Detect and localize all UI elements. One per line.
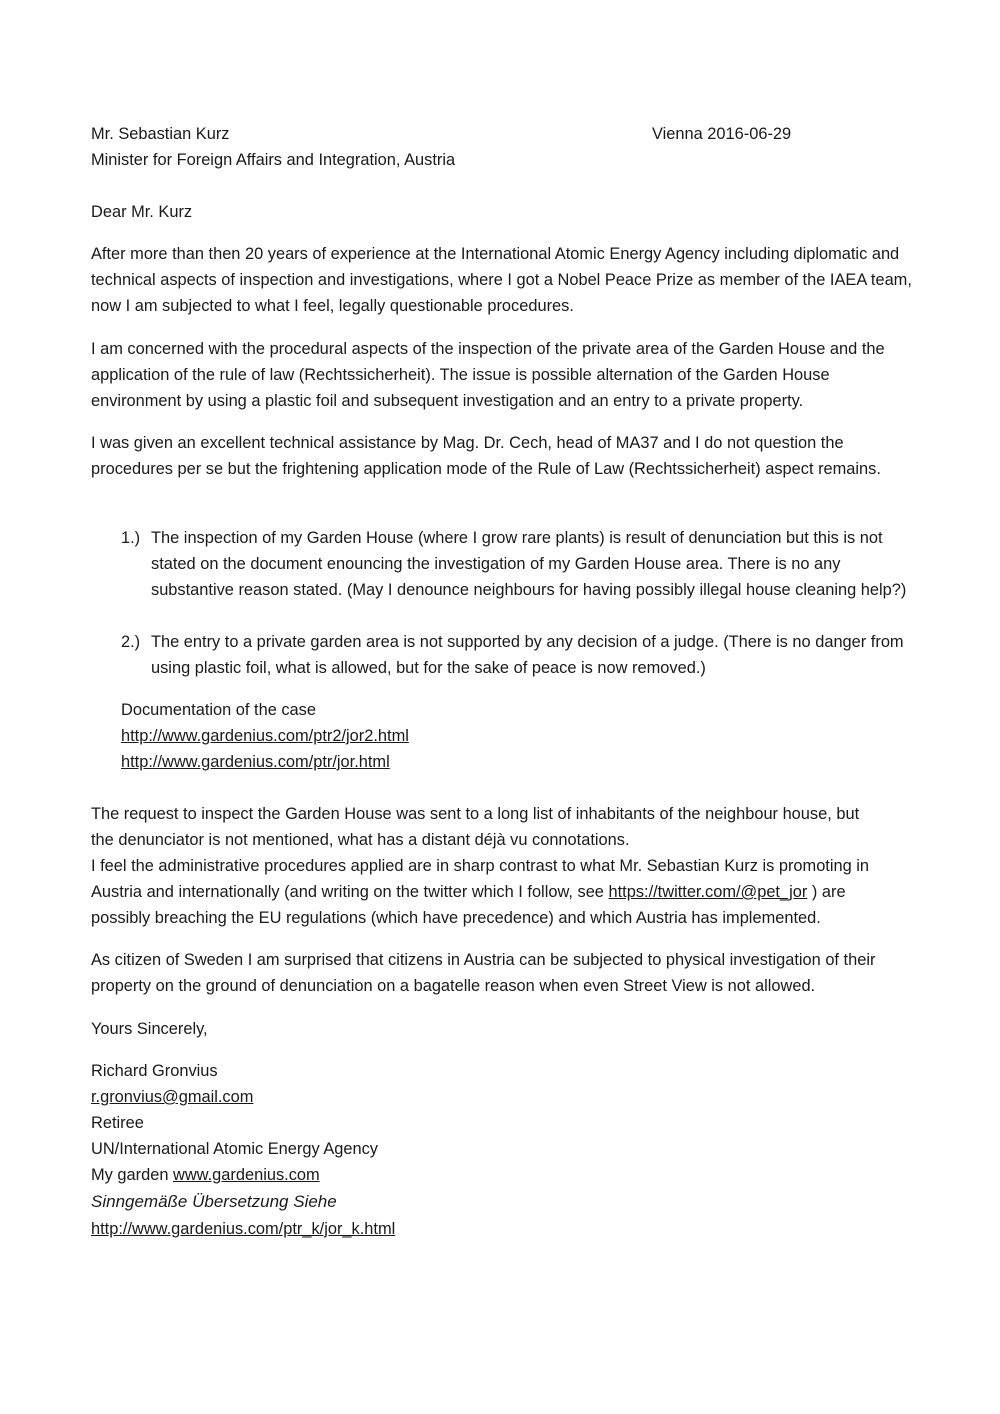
list-item-text: The inspection of my Garden House (where I grow rare plants) is result of denunciation but this is not stated on the document enouncing the investigation of my Garden House area. There is no any substantive reason stated. (May I denounce neighbours for having possibly illegal house cleaning help?) <box>151 529 907 599</box>
procedures-text: Austria and internationally (and writing on the twitter which I follow, see <box>91 883 609 901</box>
procedures-text-end: ) are <box>807 883 846 901</box>
translation-note: Sinngemäße Übersetzung Siehe <box>91 1192 337 1211</box>
request-line-1: The request to inspect the Garden House was sent to a long list of inhabitants of the neighbour house, but <box>91 805 860 823</box>
request-line-2: the denunciator is not mentioned, what has a distant déjà vu connotations. <box>91 831 630 849</box>
list-item-text: The entry to a private garden area is not supported by any decision of a judge. (There is no danger from using plastic foil, what is allowed, but for the sake of peace is now removed.) <box>151 633 904 677</box>
list-item-number: 1.) <box>121 529 141 547</box>
documentation-label: Documentation of the case <box>121 701 316 719</box>
recipient-name: Mr. Sebastian Kurz <box>91 125 230 143</box>
recipient-title: Minister for Foreign Affairs and Integration, Austria <box>91 151 456 169</box>
signature-status: Retiree <box>91 1114 144 1132</box>
signature-email-link[interactable]: r.gronvius@gmail.com <box>91 1088 254 1106</box>
signature-organization: UN/International Atomic Energy Agency <box>91 1140 378 1158</box>
garden-link[interactable]: www.gardenius.com <box>173 1166 320 1184</box>
paragraph-experience: After more than then 20 years of experience at the International Atomic Energy Agency including diplomatic and technical aspects of inspection and investigations, where I got a Nobel Peace Prize as member of the IAEA team, now I am subjected to what I feel, legally questionable procedures. <box>91 245 912 315</box>
garden-label: My garden <box>91 1166 173 1184</box>
signature-name: Richard Gronvius <box>91 1062 218 1080</box>
documentation-link-1[interactable]: http://www.gardenius.com/ptr2/jor2.html <box>121 727 409 745</box>
paragraph-assistance: I was given an excellent technical assistance by Mag. Dr. Cech, head of MA37 and I do not question the procedures per se but the frightening application mode of the Rule of Law (Rechtssicherheit) aspect remains. <box>91 434 881 478</box>
twitter-link[interactable]: https://twitter.com/@pet_jor <box>608 883 808 901</box>
place-date: Vienna 2016-06-29 <box>652 125 792 143</box>
translation-link[interactable]: http://www.gardenius.com/ptr_k/jor_k.html <box>91 1220 396 1238</box>
list-item-number: 2.) <box>121 633 141 651</box>
closing: Yours Sincerely, <box>91 1020 208 1038</box>
documentation-link-2[interactable]: http://www.gardenius.com/ptr/jor.html <box>121 753 390 771</box>
paragraph-citizen: As citizen of Sweden I am surprised that citizens in Austria can be subjected to physical investigation of their property on the ground of denunciation on a bagatelle reason when even Street View is not allowed. <box>91 951 876 995</box>
paragraph-concern: I am concerned with the procedural aspects of the inspection of the private area of the Garden House and the application of the rule of law (Rechtssicherheit). The issue is possible alternation of the Garden House environment by using a plastic foil and subsequent investigation and an entry to a private property. <box>91 340 885 410</box>
procedures-line-2 <box>91 879 846 905</box>
salutation: Dear Mr. Kurz <box>91 203 193 221</box>
signature-garden <box>91 1162 320 1188</box>
procedures-line-3: possibly breaching the EU regulations (which have precedence) and which Austria has implemented. <box>91 909 821 927</box>
procedures-line-1: I feel the administrative procedures applied are in sharp contrast to what Mr. Sebastian Kurz is promoting in <box>91 857 870 875</box>
